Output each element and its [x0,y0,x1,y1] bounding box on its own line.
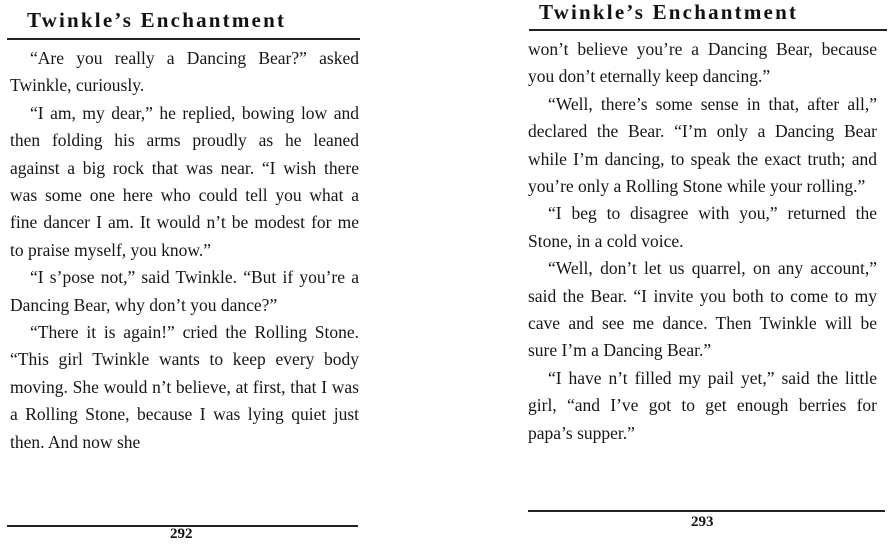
body-text [528,36,877,447]
running-head: Twinkle’s Enchantment [27,8,287,32]
header-rule [529,29,887,31]
page-number: 293 [691,514,714,530]
paragraph: “Well, don’t let us quarrel, on any account,” said the Bear. “I invite you both to come to my cave and see me dance. Then Twinkle will be sure I’m a Dancing Bear.” [528,258,877,361]
right-page [446,0,892,552]
paragraph-continued: won’t believe you’re a Dancing Bear, because you don’t eternally keep dancing.” [528,39,877,87]
page-number: 292 [170,526,193,542]
paragraph: “I s’pose not,” said Twinkle. “But if you’re a Dancing Bear, why don’t you dance?” [10,267,359,315]
paragraph: “I beg to disagree with you,” returned the Stone, in a cold voice. [528,203,877,251]
footer-rule [528,510,885,512]
paragraph: “There it is again!” cried the Rolling Stone. “This girl Twinkle wants to keep every body moving. She would n’t believe, at first, that I was a Rolling Stone, because I was lying quiet just then. And now she [10,322,359,452]
paragraph: “Well, there’s some sense in that, after all,” declared the Bear. “I’m only a Dancing Bear while I’m dancing, to speak the exact truth; and you’re only a Rolling Stone while your rolling.” [528,93,877,197]
paragraph: “I have n’t filled my pail yet,” said the little girl, “and I’ve got to get enough berries for papa’s supper.” [528,367,877,443]
running-head: Twinkle’s Enchantment [539,0,799,24]
paragraph: “I am, my dear,” he replied, bowing low and then folding his arms proudly as he leaned against a big rock that was near. “I wish there was some one here who could tell you what a fine dancer I am. It would n’t be modest for me to praise myself, you know.” [10,102,359,260]
paragraph: “Are you really a Dancing Bear?” asked Twinkle, curiously. [10,48,359,96]
body-text [10,45,359,456]
header-rule [7,38,360,40]
